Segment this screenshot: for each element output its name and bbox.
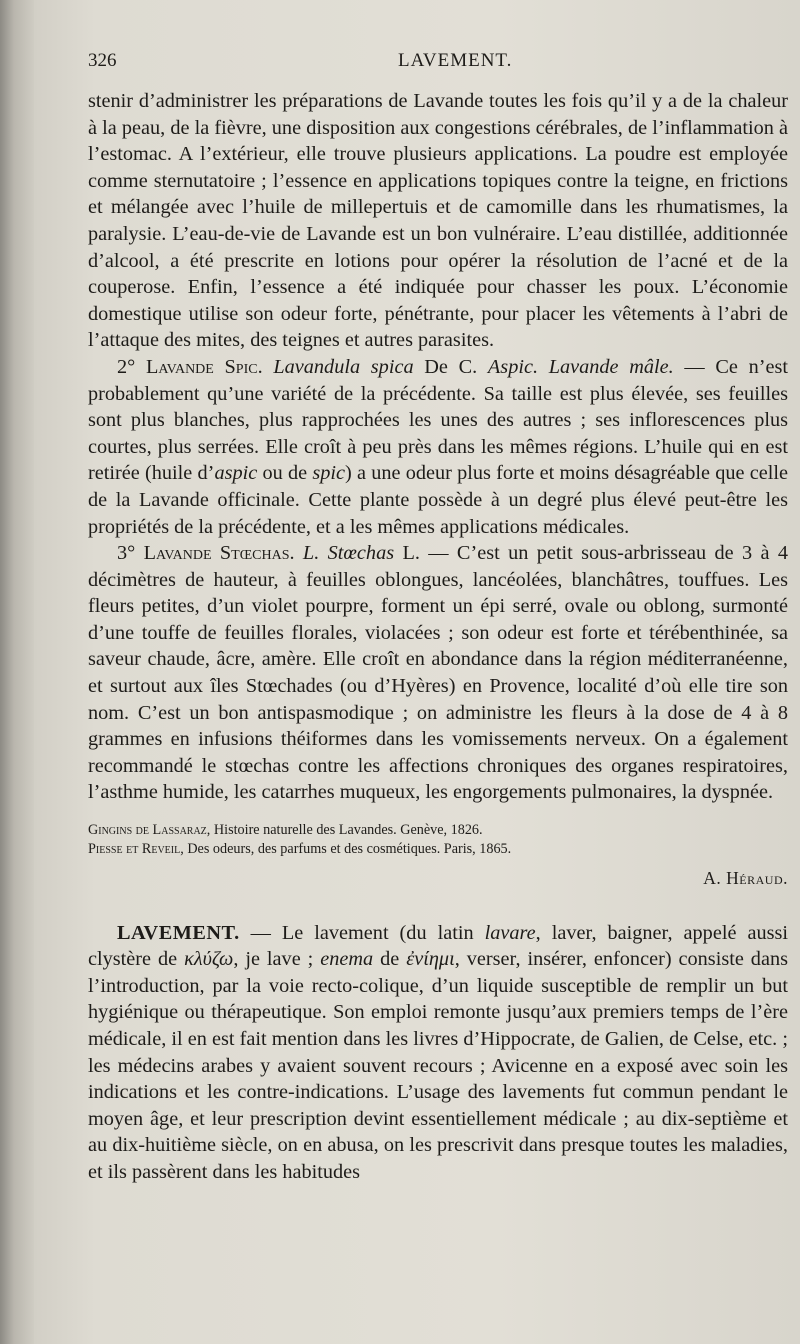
lavande-stoechas-body: — C’est un petit sous-arbrisseau de 3 à 4 décimètres de hauteur, à feuilles oblongues, lancéolées, blanchâtres, touffues. Les fleurs petites, d’un violet pourpre, forment un épi serré, ovale ou oblong, surmonté d’une touffe de feuilles florales, violacées ; son odeur est forte et térébenthinée, sa saveur chaude, âcre, amère. Elle croît en abondance dans la région méditerranéenne, et surtout aux îles Stœchades (ou d’Hyères) en Provence, localité d’où elle tire son nom. C’est un bon antispasmodique ; on administre les fleurs à la dose de 4 à 8 grammes en infusions théiformes dans les vomissements nerveux. On a également recommandé le stœchas contre les affections chroniques des organes respiratoires, l’asthme humide, les catarrhes muqueux, les engorgements pulmonaires, la dyspnée. — [88, 542, 788, 804]
lavande-spic-aka: Aspic. Lavande mâle. — [487, 355, 674, 378]
lavement-greek-2: ἐνίημι — [406, 948, 455, 971]
section-gap — [88, 892, 788, 920]
bibliography-text: , Histoire naturelle des Lavandes. Genève, 1826. — [206, 822, 483, 839]
lavement-heading: LAVEMENT. — [117, 921, 240, 944]
bibliography — [88, 821, 788, 859]
lavande-spic-paragraph — [88, 354, 788, 540]
article-signature — [88, 865, 788, 892]
book-page — [34, 0, 800, 1344]
lavement-lavare: lavare — [484, 921, 536, 944]
bibliography-author: Gingins de Lassaraz — [88, 822, 207, 839]
lavement-enema: enema — [320, 948, 374, 971]
lavande-spic-name: Lavande Spic. — [145, 355, 263, 378]
lavande-spic-aspic: aspic — [214, 462, 258, 485]
lavement-body-2: , laver, baigner, appelé aussi clystère de — [88, 921, 789, 971]
lavande-stoechas-paragraph — [88, 540, 788, 806]
lavande-spic-number: 2° — [117, 355, 136, 378]
lavande-stoechas-name: Lavande Stœchas. — [143, 542, 295, 565]
lavement-body-3: , je lave ; — [233, 948, 321, 971]
bibliography-text: , Des odeurs, des parfums et des cosmétiques. Paris, 1865. — [180, 841, 512, 858]
running-head: LAVEMENT. — [398, 50, 513, 71]
lavement-body-1: — Le lavement (du latin — [239, 921, 485, 944]
lavande-spic-spic: spic — [312, 462, 346, 485]
lavande-stoechas-latin: L. Stœchas — [302, 542, 395, 565]
page-number: 326 — [88, 50, 117, 71]
lavement-body-4: de — [373, 948, 407, 971]
signature-text: A. Héraud. — [703, 868, 788, 889]
lavement-body-5: , verser, insérer, enfoncer) consiste dans l’introduction, par la voie recto-colique, d’un liquide susceptible de remplir un but hygiénique ou thérapeutique. Son emploi remonte jusqu’aux premiers temps de l’ère médicale, il en est fait mention dans les livres d’Hippocrate, de Galien, de Celse, etc. ; les médecins arabes y avaient souvent recours ; Avicenne en a exposé avec soin les indications et les contre-indications. L’usage des lavements fut commun pendant le moyen âge, et leur prescription devint essentiellement médicale ; au dix-septième et au dix-huitième siècle, on en abusa, on les prescrivit dans presque toutes les maladies, et ils passèrent dans les habitudes — [88, 948, 788, 1183]
bibliography-author: Piesse et Reveil — [88, 841, 181, 858]
bibliography-entry — [88, 840, 788, 859]
lavande-spic-body-1: — Ce n’est probablement qu’une variété de la précédente. Sa taille est plus élevée, ses feuilles sont plus blanches, plus rapprochées les unes des autres ; ses inflorescences plus courtes, plus serrées. Elle croît à peu près dans les mêmes régions. L’huile qui en est retirée (huile d’ — [88, 355, 789, 485]
lavande-spic-author: De C. — [424, 355, 478, 378]
page-body — [88, 88, 788, 1186]
lavande-stoechas-number: 3° — [117, 542, 136, 565]
lavement-greek-1: κλύζω — [184, 948, 234, 971]
lavement-paragraph — [88, 920, 788, 1186]
lavande-stoechas-author: L. — [402, 542, 420, 565]
lavande-spic-body-3: ) a une odeur plus forte et moins désagréable que celle de la Lavande officinale. Cette plante possède à un degré plus élevé peut-être les propriétés de la précédente, et a les mêmes applications médicales. — [88, 462, 789, 538]
book-spine-shadow — [0, 0, 34, 1344]
page-header — [88, 50, 786, 74]
continued-paragraph-text: stenir d’administrer les préparations de Lavande toutes les fois qu’il y a de la chaleur à la peau, de la fièvre, une disposition aux congestions cérébrales, de l’inflammation à l’estomac. A l’extérieur, elle trouve plusieurs applications. La poudre est employée comme sternutatoire ; l’essence en applications topiques contre la teigne, en frictions et mélangée avec l’huile de millepertuis et de camomille dans les rhumatismes, la paralysie. L’eau-de-vie de Lavande est un bon vulnéraire. L’eau distillée, additionnée d’alcool, a été prescrite en lotions pour opérer la résolution de l’acné et de la couperose. Enfin, l’essence a été indiquée pour chasser les poux. L’économie domestique utilise son odeur forte, pénétrante, pour placer les vêtements à l’abri de l’attaque des mites, des teignes et autres parasites. — [88, 90, 788, 352]
lavande-spic-latin: Lavandula spica — [273, 355, 414, 378]
bibliography-entry — [88, 821, 788, 840]
continued-paragraph — [88, 88, 788, 354]
lavande-spic-body-2: ou de — [257, 462, 313, 485]
